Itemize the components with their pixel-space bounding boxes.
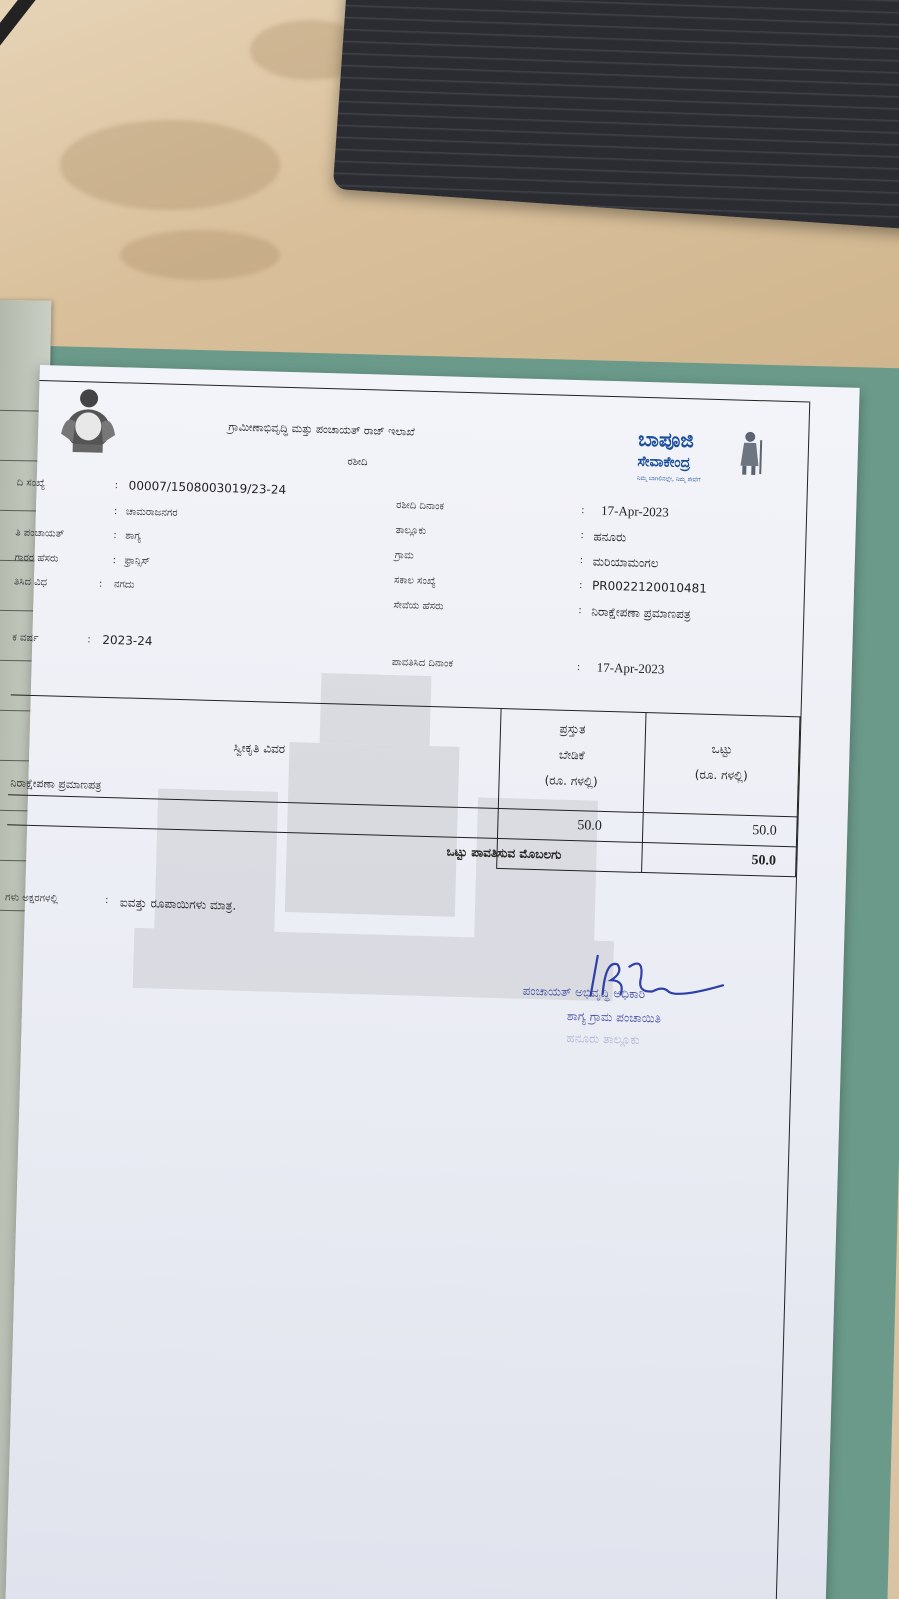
receipt-paper <box>4 365 860 1599</box>
column-header-description: ಸ್ವೀಕೃತಿ ವಿವರ <box>233 740 286 756</box>
stamp-panchayat: ಶಾಗ್ಯ ಗ್ರಾಮ ಪಂಚಾಯಿತಿ <box>566 1008 662 1026</box>
payment-mode-label: ತಿಸಿದ ವಿಧ <box>13 576 48 589</box>
brand-subtitle: ಸೇವಾಕೇಂದ್ರ <box>637 453 691 472</box>
colon: : <box>113 530 117 542</box>
village-value: ಮರಿಯಾಮಂಗಲ <box>592 554 659 571</box>
sakala-number-label: ಸಕಾಲ ಸಂಖ್ಯೆ <box>393 574 437 588</box>
row-current-demand: 50.0 <box>577 818 603 834</box>
receipt-date-label: ರಶೀದಿ ದಿನಾಂಕ <box>396 500 445 513</box>
state-emblem-icon <box>52 383 124 460</box>
stamp-designation: ಪಂಚಾಯತ್ ಅಭಿವೃದ್ಧಿ ಅಧಿಕಾರಿ <box>522 983 646 1002</box>
stamp-taluk: ಹನೂರು ತಾಲ್ಲೂಕು <box>566 1030 640 1048</box>
frame-right-line <box>775 401 810 1599</box>
column-header-total-line2: (ರೂ. ಗಳಲ್ಲಿ) <box>694 767 749 783</box>
colon: : <box>98 578 103 590</box>
colon: : <box>579 555 584 567</box>
amount-in-words-label: ಗಳು ಅಕ್ಷರಗಳಲ್ಲಿ <box>4 892 59 905</box>
row-description: ನಿರಾಕ್ಷೇಪಣಾ ಪ್ರಮಾಣಪತ್ರ <box>10 776 102 792</box>
grand-total-label: ಒಟ್ಟು ಪಾವತಿಸುವ ಮೊಬಲಗು <box>446 844 562 862</box>
payer-name-label: ಗಾರರ ಹೆಸರು <box>14 552 59 565</box>
village-label: ಗ್ರಾಮ <box>394 549 414 562</box>
colon: : <box>104 895 109 907</box>
colon: : <box>113 506 118 518</box>
grand-total-value: 50.0 <box>751 853 777 869</box>
frame-top-line <box>40 380 810 402</box>
column-header-total-line1: ಒಟ್ಟು <box>711 741 733 757</box>
financial-year-label: ಕ ವರ್ಷ <box>12 632 39 645</box>
signature <box>582 945 734 1009</box>
sakala-number-value: PR0022120010481 <box>591 578 708 596</box>
payer-name-value: ಫ್ರಾನ್ಸಿಸ್ <box>124 555 151 568</box>
colon: : <box>578 580 583 592</box>
desk-stain <box>120 230 280 280</box>
brand-tagline: ನಿಮ್ಮ ಬಾಗಿಲಿನಲ್ಲೇ, ನಿಮ್ಮ ಸೇವೆಗೆ <box>636 474 701 484</box>
receipt-date-value: 17-Apr-2023 <box>600 502 669 520</box>
service-name-label: ಸೇವೆಯ ಹೆಸರು <box>393 599 444 613</box>
colon: : <box>580 505 585 517</box>
colon: : <box>578 605 582 617</box>
row-total: 50.0 <box>752 823 777 839</box>
desk-stain <box>60 120 280 210</box>
colon: : <box>576 662 581 674</box>
amount-in-words-value: ಐವತ್ತು ರೂಪಾಯಿಗಳು ಮಾತ್ರ. <box>119 895 237 913</box>
receipt-title: ರಶೀದಿ <box>347 456 368 469</box>
colon: : <box>114 480 119 492</box>
receipt-number-label: ದಿ ಸಂಖ್ಯೆ <box>16 477 46 490</box>
colon: : <box>87 634 91 646</box>
bapuji-seva-kendra-logo <box>637 427 779 501</box>
gram-panchayat-label: ತಿ ಪಂಚಾಯತ್ <box>15 527 65 540</box>
receipt-table <box>6 694 801 901</box>
district-value: ಚಾಮರಾಜನಗರ <box>125 506 178 519</box>
financial-year-value: 2023-24 <box>102 632 153 649</box>
taluk-label: ತಾಲ್ಲೂಕು <box>395 524 427 537</box>
service-name-value: ನಿರಾಕ್ಷೇಪಣಾ ಪ್ರಮಾಣಪತ್ರ <box>591 604 691 622</box>
colon: : <box>580 530 584 542</box>
gandhi-figure-icon <box>729 429 768 476</box>
gram-panchayat-value: ಶಾಗ್ಯ <box>125 530 142 542</box>
column-header-current-demand-line2: ಬೇಡಿಕೆ <box>558 747 585 763</box>
department-title: ಗ್ರಾಮೀಣಾಭಿವೃದ್ಧಿ ಮತ್ತು ಪಂಚಾಯತ್ ರಾಜ್ ಇಲಾಖೆ <box>228 420 415 439</box>
column-header-current-demand-line3: (ರೂ. ಗಳಲ್ಲಿ) <box>544 773 598 789</box>
brand-name: ಬಾಪೂಜಿ <box>637 426 695 453</box>
receipt-number-value: 00007/1508003019/23-24 <box>128 478 287 497</box>
paid-date-value: 17-Apr-2023 <box>596 659 665 677</box>
payment-mode-value: ನಗದು <box>113 579 135 591</box>
column-header-current-demand-line1: ಪ್ರಸ್ತುತ <box>559 721 586 737</box>
taluk-value: ಹನೂರು <box>593 529 627 545</box>
paid-date-label: ಪಾವತಿಸಿದ ದಿನಾಂಕ <box>391 656 454 670</box>
colon: : <box>112 555 117 567</box>
